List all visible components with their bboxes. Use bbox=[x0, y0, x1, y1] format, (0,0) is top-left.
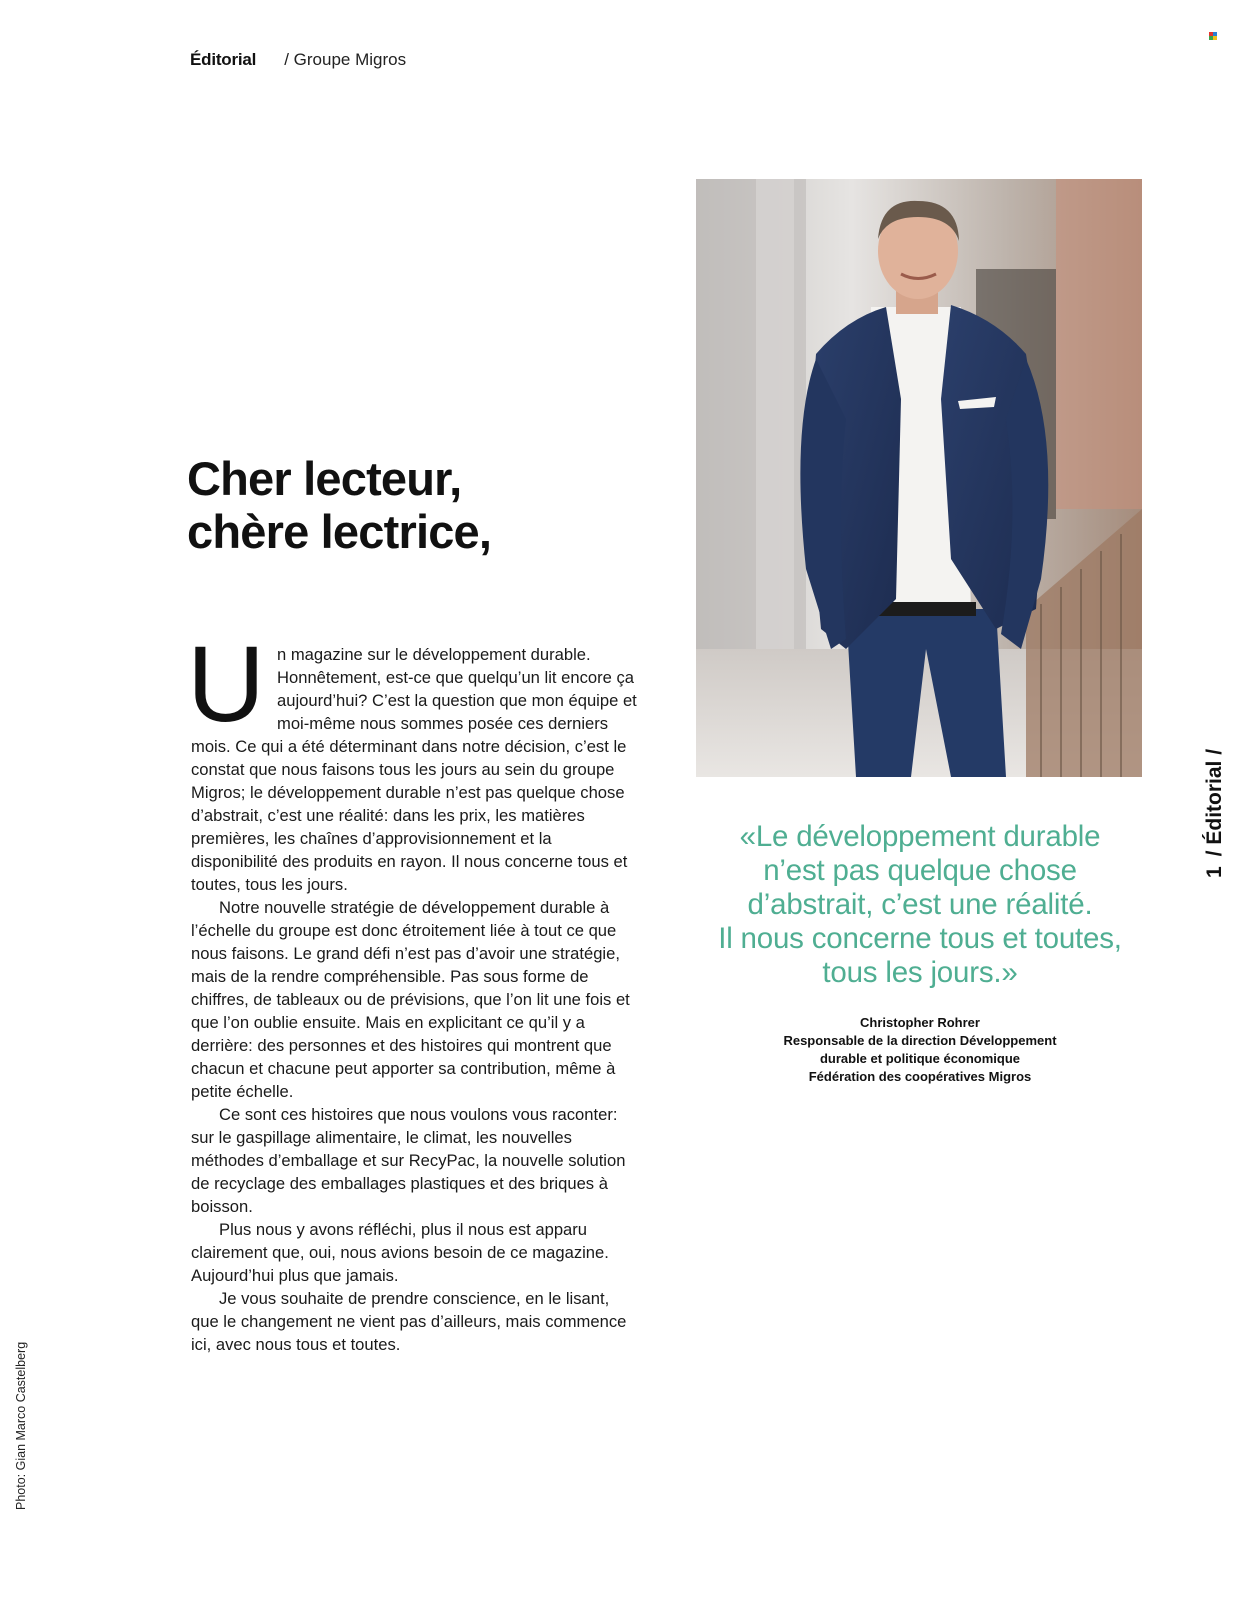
paragraph-2: Notre nouvelle stratégie de développement durable à l’échelle du groupe est donc étroitement liée à tout ce que nous faisons. Le grand défi n’est pas d’avoir une stratégie, mais de la rendre compréhensible. Pas sous forme de chiffres, de tableaux ou de prévisions, que l’on lit une fois et que l’on oublie ensuite. Mais en explicitant ce qu’il y a derrière: des personnes et des histoires qui montrent que chacun et chacune peut apporter sa contribution, même à petite échelle. bbox=[191, 898, 630, 1101]
paragraph-3: Ce sont ces histoires que nous voulons vous raconter: sur le gaspillage alimentaire, le climat, les nouvelles méthodes d’emballage et sur RecyPac, la nouvelle solution de recyclage des emballages plastiques et des briques à boisson. bbox=[191, 1105, 626, 1216]
portrait-photo bbox=[696, 179, 1142, 777]
paragraph-5: Je vous souhaite de prendre conscience, en le lisant, que le changement ne vient pas d’ailleurs, mais commence ici, avec nous tous et toutes. bbox=[191, 1289, 627, 1354]
caption-role-2: durable et politique économique bbox=[819, 1051, 1021, 1066]
portrait-illustration bbox=[696, 179, 1142, 777]
drop-cap: U bbox=[187, 623, 265, 744]
page-marker bbox=[1203, 749, 1227, 878]
photo-caption bbox=[730, 1014, 1110, 1086]
pull-quote-line-3: d’abstrait, c’est une réalité. bbox=[747, 888, 1093, 921]
paragraph-1 bbox=[187, 623, 639, 896]
headline bbox=[187, 452, 491, 558]
color-mark-icon bbox=[1209, 32, 1217, 40]
caption-role-1: Responsable de la direction Développement bbox=[783, 1033, 1057, 1048]
page-number: 1 bbox=[1203, 866, 1226, 878]
pull-quote-line-2: n’est pas quelque chose bbox=[763, 854, 1077, 887]
section-title: Éditorial bbox=[190, 50, 257, 69]
pull-quote bbox=[690, 820, 1150, 990]
caption-organization: Fédération des coopératives Migros bbox=[808, 1069, 1032, 1084]
section-subtitle: / Groupe Migros bbox=[284, 50, 407, 69]
pull-quote-line-4: Il nous concerne tous et toutes, bbox=[718, 922, 1122, 955]
caption-name: Christopher Rohrer bbox=[860, 1015, 980, 1030]
pull-quote-line-1: «Le développement durable bbox=[739, 820, 1101, 853]
headline-line-1: Cher lecteur, bbox=[187, 452, 462, 505]
photo-credit: Photo: Gian Marco Castelberg bbox=[14, 1341, 28, 1510]
section-header bbox=[190, 50, 406, 70]
pull-quote-line-5: tous les jours.» bbox=[822, 956, 1018, 989]
article-body bbox=[187, 623, 639, 1356]
headline-line-2: chère lectrice, bbox=[187, 505, 492, 558]
paragraph-4: Plus nous y avons réfléchi, plus il nous est apparu clairement que, oui, nous avions besoin de ce magazine. Aujourd’hui plus que jamais. bbox=[191, 1220, 609, 1285]
page-section-label: / Éditorial / bbox=[1203, 748, 1226, 857]
paragraph-1-text: n magazine sur le développement durable. Honnêtement, est-ce que quelqu’un lit encore ça aujourd’hui? C’est la question que mon équipe et moi-même nous sommes posée ces derniers mois. Ce qui a été déterminant dans notre décision, c’est le constat que nous faisons tous les jours au sein du groupe Migros; le développement durable n’est pas quelque chose d’abstrait, c’est une réalité: dans les prix, les matières premières, les chaînes d’approvisionnement et la disponibilité des produits en rayon. Il nous concerne tous et toutes, tous les jours. bbox=[191, 645, 637, 894]
